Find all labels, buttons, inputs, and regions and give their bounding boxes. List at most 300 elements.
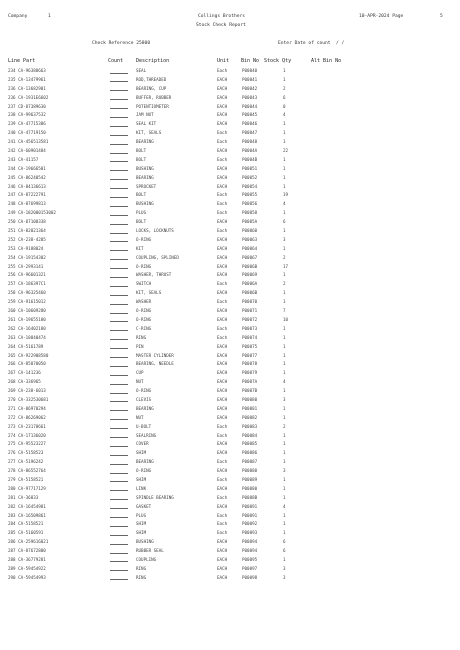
description-cell: BUSHING: [136, 539, 154, 545]
unit-cell: Each: [217, 512, 228, 518]
stock-qty-cell: 1: [283, 210, 286, 216]
bin-no-cell: P00070: [242, 299, 258, 305]
count-entry-field: [110, 397, 128, 403]
bin-no-cell: P0007A: [242, 379, 258, 385]
line-part-cell: 266 CA-85070050: [8, 361, 46, 367]
bin-no-cell: P0004B: [242, 156, 258, 162]
unit-cell: EACH: [217, 405, 228, 411]
line-part-cell: 273 CA-23178661: [8, 423, 46, 429]
line-part-cell: 282 CA-16454981: [8, 503, 46, 509]
bin-no-cell: P00093: [242, 530, 258, 536]
description-cell: KIT: [136, 245, 144, 251]
line-part-cell: 244 CA-19666501: [8, 165, 46, 171]
count-entry-field: [110, 326, 128, 332]
table-row: [0, 566, 460, 575]
count-entry-field: [110, 281, 128, 287]
unit-cell: Each: [217, 139, 228, 145]
report-date: 10-APR-2024 Page: [359, 14, 404, 19]
column-header-stock-qty: Stock Qty: [264, 58, 292, 64]
bin-no-cell: P00095: [242, 556, 258, 562]
stock-qty-cell: 1: [283, 512, 286, 518]
line-part-cell: 235 CA-13479961: [8, 76, 46, 82]
description-cell: KIT, SEALS: [136, 130, 162, 136]
bin-no-cell: P00067: [242, 254, 258, 260]
page-number: 5: [440, 14, 443, 19]
count-entry-field: [110, 68, 128, 74]
bin-no-cell: P00094: [242, 548, 258, 554]
stock-qty-cell: 1: [283, 299, 286, 305]
count-entry-field: [110, 530, 128, 536]
line-part-cell: 236 CA-13682901: [8, 85, 46, 91]
unit-cell: EACH: [217, 263, 228, 269]
unit-cell: EACH: [217, 352, 228, 358]
table-row: [0, 477, 460, 486]
column-header-alt-bin-no: Alt Bin No: [311, 58, 342, 64]
stock-qty-cell: 1: [283, 174, 286, 180]
count-entry-field: [110, 264, 128, 270]
bin-no-cell: P00069: [242, 272, 258, 278]
stock-qty-cell: 0: [283, 103, 286, 109]
description-cell: POTENTIOMETER: [136, 103, 169, 109]
description-cell: BEARING, NEEDLE: [136, 361, 174, 367]
stock-qty-cell: 2: [283, 423, 286, 429]
stock-qty-cell: 3: [283, 565, 286, 571]
line-part-cell: 248 CA-87699813: [8, 201, 46, 207]
bin-no-cell: P00098: [242, 574, 258, 580]
stock-qty-cell: 4: [283, 112, 286, 118]
table-row: [0, 299, 460, 308]
stock-qty-cell: 1: [283, 370, 286, 376]
table-row: [0, 335, 460, 344]
bin-no-cell: P0004A: [242, 148, 258, 154]
count-entry-field: [110, 139, 128, 145]
line-part-cell: 263 CA-10840474: [8, 334, 46, 340]
column-header-bin-no: Bin No: [241, 58, 260, 64]
bin-no-cell: P00091: [242, 503, 258, 509]
line-part-cell: 271 CA-86970294: [8, 405, 46, 411]
unit-cell: EACH: [217, 414, 228, 420]
unit-cell: Each: [217, 530, 228, 536]
line-part-cell: 278 CA-86552764: [8, 468, 46, 474]
bin-no-cell: P0006A: [242, 281, 258, 287]
bin-no-cell: P00083: [242, 423, 258, 429]
bin-no-cell: P00063: [242, 236, 258, 242]
description-cell: MASTER CYLINDER: [136, 352, 174, 358]
unit-cell: Each: [217, 156, 228, 162]
description-cell: PIN: [136, 343, 144, 349]
stock-qty-cell: 10: [283, 316, 289, 322]
line-part-cell: 259 CA-91615012: [8, 299, 46, 305]
stock-qty-cell: 1: [283, 156, 286, 162]
line-part-cell: 237 CD-87389630: [8, 103, 46, 109]
unit-cell: EACH: [217, 121, 228, 127]
stock-qty-cell: 1: [283, 121, 286, 127]
stock-qty-cell: 3: [283, 396, 286, 402]
line-part-cell: 289 CA-59454922: [8, 565, 46, 571]
unit-cell: Each: [217, 130, 228, 136]
description-cell: SWITCH: [136, 281, 152, 287]
description-cell: SHIM: [136, 521, 147, 527]
table-row: [0, 281, 460, 290]
unit-cell: EACH: [217, 450, 228, 456]
count-entry-field: [110, 566, 128, 572]
description-cell: RING: [136, 565, 147, 571]
line-part-cell: 269 CA-238-6013: [8, 388, 46, 394]
stock-qty-cell: 1: [283, 485, 286, 491]
line-part-cell: 288 CA-36779281: [8, 556, 46, 562]
stock-qty-cell: 1: [283, 68, 286, 73]
table-row: [0, 441, 460, 450]
bin-no-cell: P00088: [242, 468, 258, 474]
description-cell: O-RING: [136, 468, 152, 474]
table-row: [0, 201, 460, 210]
table-row: [0, 326, 460, 335]
table-row: [0, 397, 460, 406]
line-part-cell: 239 CA-47715386: [8, 121, 46, 127]
line-part-cell: 234 CA-96388663: [8, 68, 46, 73]
description-cell: SHIM: [136, 450, 147, 456]
line-part-cell: 279 CA-5158521: [8, 476, 44, 482]
stock-qty-cell: 1: [283, 245, 286, 251]
count-entry-field: [110, 353, 128, 359]
table-row: [0, 548, 460, 557]
bin-no-cell: P0008B: [242, 494, 258, 500]
description-cell: O-RING: [136, 236, 152, 242]
company-value: 1: [48, 14, 51, 19]
unit-cell: EACH: [217, 245, 228, 251]
description-cell: RUBBER SEAL: [136, 548, 164, 554]
description-cell: RING: [136, 334, 147, 340]
stock-qty-cell: 1: [283, 183, 286, 189]
bin-no-cell: P00079: [242, 370, 258, 376]
line-part-cell: 254 CA-19154302: [8, 254, 46, 260]
count-entry-field: [110, 406, 128, 412]
description-cell: BUSHING: [136, 165, 154, 171]
table-row: [0, 86, 460, 95]
count-entry-field: [110, 486, 128, 492]
line-part-cell: 245 CA-86240542: [8, 174, 46, 180]
description-cell: SHIM: [136, 530, 147, 536]
description-cell: BEARING, CUP: [136, 85, 167, 91]
line-part-cell: 270 CA-332530681: [8, 396, 49, 402]
stock-qty-cell: 1: [283, 139, 286, 145]
unit-cell: EACH: [217, 343, 228, 349]
unit-cell: EACH: [217, 308, 228, 314]
bin-no-cell: P00084: [242, 432, 258, 438]
unit-cell: EACH: [217, 441, 228, 447]
table-row: [0, 415, 460, 424]
description-cell: PLUG: [136, 210, 147, 216]
table-row: [0, 237, 460, 246]
count-entry-field: [110, 415, 128, 421]
description-cell: CLEVIS: [136, 396, 152, 402]
line-part-cell: 242 CA-60901484: [8, 148, 46, 154]
table-row: [0, 495, 460, 504]
table-row: [0, 157, 460, 166]
description-cell: RING: [136, 574, 147, 580]
table-row: [0, 539, 460, 548]
line-part-cell: 267 CA-141236: [8, 370, 41, 376]
bin-no-cell: P00051: [242, 165, 258, 171]
unit-cell: Each: [217, 494, 228, 500]
stock-table-body: [0, 68, 460, 584]
stock-qty-cell: 6: [283, 219, 286, 225]
description-cell: BOLT: [136, 192, 147, 198]
table-row: [0, 228, 460, 237]
stock-qty-cell: 1: [283, 432, 286, 438]
table-row: [0, 504, 460, 513]
description-cell: O-RING: [136, 388, 152, 394]
table-row: [0, 557, 460, 566]
line-part-cell: 274 CA-17136020: [8, 432, 46, 438]
count-entry-field: [110, 95, 128, 101]
count-entry-field: [110, 539, 128, 545]
stock-qty-cell: 1: [283, 352, 286, 358]
line-part-cell: 268 CA-336965: [8, 379, 41, 385]
count-entry-field: [110, 112, 128, 118]
description-cell: KIT, SEALS: [136, 290, 162, 296]
count-entry-field: [110, 477, 128, 483]
stock-qty-cell: 22: [283, 148, 289, 154]
unit-cell: EACH: [217, 548, 228, 554]
stock-qty-cell: 1: [283, 272, 286, 278]
count-entry-field: [110, 513, 128, 519]
stock-qty-cell: 1: [283, 556, 286, 562]
count-entry-field: [110, 308, 128, 314]
unit-cell: Each: [217, 432, 228, 438]
table-row: [0, 77, 460, 86]
unit-cell: EACH: [217, 290, 228, 296]
stock-qty-cell: 1: [283, 76, 286, 82]
count-entry-field: [110, 157, 128, 163]
line-part-cell: 249 CA-182000153002: [8, 210, 56, 216]
bin-no-cell: P00042: [242, 85, 258, 91]
stock-qty-cell: 1: [283, 476, 286, 482]
count-entry-field: [110, 450, 128, 456]
stock-qty-cell: 6: [283, 94, 286, 100]
count-entry-field: [110, 246, 128, 252]
bin-no-cell: P00056: [242, 201, 258, 207]
line-part-cell: 265 CA-922908580: [8, 352, 49, 358]
bin-no-cell: P00060: [242, 228, 258, 234]
table-row: [0, 139, 460, 148]
table-row: [0, 210, 460, 219]
table-row: [0, 513, 460, 522]
bin-no-cell: P00041: [242, 76, 258, 82]
bin-no-cell: P00074: [242, 334, 258, 340]
count-entry-field: [110, 130, 128, 136]
count-entry-field: [110, 121, 128, 127]
line-part-cell: 287 CA-87672800: [8, 548, 46, 554]
bin-no-cell: P00072: [242, 316, 258, 322]
unit-cell: Each: [217, 210, 228, 216]
stock-qty-cell: 1: [283, 361, 286, 367]
line-part-cell: 281 CA-36833: [8, 494, 39, 500]
description-cell: C-RING: [136, 325, 152, 331]
table-row: [0, 575, 460, 584]
column-header-line-part: Line Part: [8, 58, 36, 64]
stock-qty-cell: 3: [283, 574, 286, 580]
count-entry-field: [110, 192, 128, 198]
stock-qty-cell: 1: [283, 130, 286, 136]
bin-no-cell: P00047: [242, 130, 258, 136]
bin-no-cell: P00055: [242, 192, 258, 198]
stock-qty-cell: 1: [283, 405, 286, 411]
unit-cell: EACH: [217, 76, 228, 82]
line-part-cell: 257 CA-186397C1: [8, 281, 46, 287]
count-entry-field: [110, 433, 128, 439]
count-entry-field: [110, 184, 128, 190]
bin-no-cell: P0007B: [242, 388, 258, 394]
table-row: [0, 219, 460, 228]
count-entry-field: [110, 344, 128, 350]
line-part-cell: 252 CA-238-4205: [8, 236, 46, 242]
bin-no-cell: P00094: [242, 539, 258, 545]
count-entry-field: [110, 379, 128, 385]
column-header-description: Description: [136, 58, 170, 64]
table-row: [0, 521, 460, 530]
description-cell: SPINDLE BEARING: [136, 494, 174, 500]
line-part-cell: 247 CA-87222791: [8, 192, 46, 198]
unit-cell: EACH: [217, 556, 228, 562]
line-part-cell: 255 CA-2993141: [8, 263, 44, 269]
unit-cell: Each: [217, 68, 228, 73]
description-cell: JAM NUT: [136, 112, 154, 118]
bin-no-cell: P00089: [242, 476, 258, 482]
bin-no-cell: P0006B: [242, 290, 258, 296]
unit-cell: Each: [217, 299, 228, 305]
unit-cell: EACH: [217, 388, 228, 394]
unit-cell: Each: [217, 476, 228, 482]
line-part-cell: 285 CA-5160591: [8, 530, 44, 536]
table-row: [0, 184, 460, 193]
description-cell: NUT: [136, 379, 144, 385]
description-cell: SEALRING: [136, 432, 157, 438]
description-cell: COUPLING: [136, 556, 157, 562]
stock-qty-cell: 19: [283, 192, 289, 198]
description-cell: BEARING: [136, 139, 154, 145]
line-part-cell: 284 CA-5158521: [8, 521, 44, 527]
line-part-cell: 276 CA-5158523: [8, 450, 44, 456]
stock-qty-cell: 2: [283, 85, 286, 91]
line-part-cell: 272 CA-86269062: [8, 414, 46, 420]
unit-cell: EACH: [217, 379, 228, 385]
line-part-cell: 261 CA-19655180: [8, 316, 46, 322]
bin-no-cell: P00087: [242, 459, 258, 465]
count-entry-field: [110, 272, 128, 278]
bin-no-cell: P00075: [242, 343, 258, 349]
line-part-cell: 251 CA-82021364: [8, 228, 46, 234]
table-row: [0, 112, 460, 121]
date-entry-field: / /: [336, 41, 345, 46]
line-part-cell: 243 CA-41157: [8, 156, 39, 162]
stock-qty-cell: 4: [283, 201, 286, 207]
company-name: Collings Brothers: [198, 14, 246, 19]
unit-cell: EACH: [217, 396, 228, 402]
unit-cell: Each: [217, 521, 228, 527]
count-entry-field: [110, 495, 128, 501]
table-row: [0, 486, 460, 495]
description-cell: BEARING: [136, 459, 154, 465]
line-part-cell: 275 CA-95523227: [8, 441, 46, 447]
bin-no-cell: P00043: [242, 94, 258, 100]
line-part-cell: 236 CA-1931E6602: [8, 94, 49, 100]
description-cell: PLUG: [136, 512, 147, 518]
unit-cell: Each: [217, 201, 228, 207]
description-cell: BUFFER, RUBBER: [136, 94, 172, 100]
table-row: [0, 192, 460, 201]
count-entry-field: [110, 148, 128, 154]
bin-no-cell: P00044: [242, 103, 258, 109]
bin-no-cell: P00045: [242, 112, 258, 118]
bin-no-cell: P00080: [242, 396, 258, 402]
table-row: [0, 450, 460, 459]
table-row: [0, 317, 460, 326]
count-entry-field: [110, 210, 128, 216]
count-entry-field: [110, 201, 128, 207]
description-cell: NUT: [136, 414, 144, 420]
unit-cell: EACH: [217, 468, 228, 474]
unit-cell: EACH: [217, 174, 228, 180]
description-cell: BOLT: [136, 156, 147, 162]
check-reference: Check Reference 25800: [92, 41, 151, 46]
table-row: [0, 353, 460, 362]
line-part-cell: 238 CA-99637532: [8, 112, 46, 118]
table-row: [0, 433, 460, 442]
count-entry-field: [110, 468, 128, 474]
unit-cell: Each: [217, 192, 228, 198]
table-row: [0, 95, 460, 104]
count-entry-field: [110, 521, 128, 527]
stock-qty-cell: 1: [283, 494, 286, 500]
unit-cell: EACH: [217, 183, 228, 189]
unit-cell: EACH: [217, 272, 228, 278]
description-cell: BUSHING: [136, 201, 154, 207]
table-row: [0, 370, 460, 379]
unit-cell: EACH: [217, 370, 228, 376]
table-row: [0, 424, 460, 433]
count-entry-field: [110, 237, 128, 243]
stock-qty-cell: 1: [283, 325, 286, 331]
bin-no-cell: P00097: [242, 565, 258, 571]
line-part-cell: 277 CA-5196242: [8, 459, 44, 465]
stock-qty-cell: 1: [283, 343, 286, 349]
bin-no-cell: P00046: [242, 121, 258, 127]
table-row: [0, 388, 460, 397]
line-part-cell: 290 CA-59454993: [8, 574, 46, 580]
line-part-cell: 241 CA-456513581: [8, 139, 49, 145]
unit-cell: EACH: [217, 219, 228, 225]
table-row: [0, 264, 460, 273]
stock-qty-cell: 6: [283, 539, 286, 545]
stock-qty-cell: 17: [283, 263, 289, 269]
bin-no-cell: P00077: [242, 352, 258, 358]
unit-cell: EACH: [217, 94, 228, 100]
count-entry-field: [110, 255, 128, 261]
line-part-cell: 258 CA-96325460: [8, 290, 46, 296]
description-cell: GASKET: [136, 503, 152, 509]
bin-no-cell: P00054: [242, 183, 258, 189]
bin-no-cell: P00052: [242, 174, 258, 180]
stock-qty-cell: 4: [283, 379, 286, 385]
unit-cell: Each: [217, 281, 228, 287]
table-row: [0, 246, 460, 255]
unit-cell: EACH: [217, 85, 228, 91]
description-cell: ROD,THREADED: [136, 76, 167, 82]
unit-cell: EACH: [217, 503, 228, 509]
line-part-cell: 264 CA-5161789: [8, 343, 44, 349]
bin-no-cell: P00064: [242, 245, 258, 251]
